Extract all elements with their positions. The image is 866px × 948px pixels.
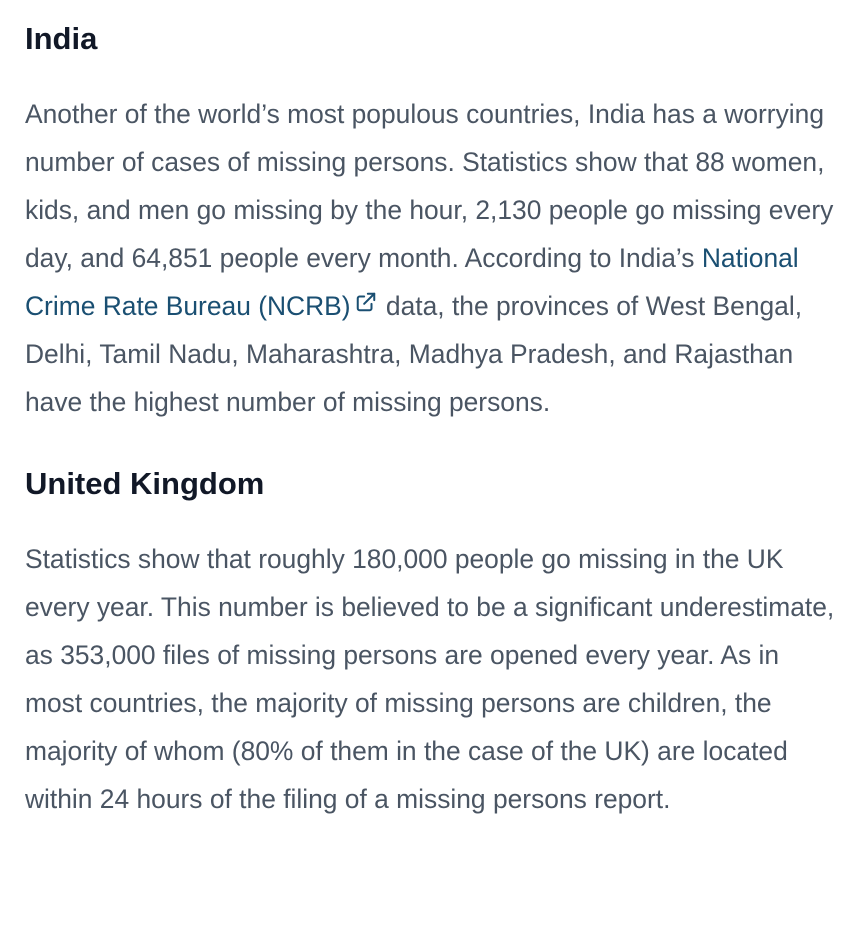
paragraph-india-text-start: Another of the world’s most populous countries, India has a worrying number of cases of missing persons. Statistics show that 88 women, kids, and men go missing by the hour, 2,130 people go missing every day, and 64,851 people every month. According to India’s	[25, 99, 834, 273]
paragraph-uk: Statistics show that roughly 180,000 people go missing in the UK every year. This number is believed to be a significant underestimate, as 353,000 files of missing persons are opened every year. As in most countries, the majority of missing persons are children, the majority of whom (80% of them in the case of the UK) are located within 24 hours of the filing of a missing persons report.	[25, 544, 835, 814]
ncrb-link-label: National Crime Rate Bureau (NCRB)	[25, 243, 799, 321]
external-link-icon	[355, 291, 377, 313]
section-india	[25, 0, 842, 426]
paragraph-india	[25, 90, 842, 426]
section-uk	[25, 426, 842, 823]
paragraph-india-text-end: data, the provinces of West Bengal, Delhi, Tamil Nadu, Maharashtra, Madhya Pradesh, and Rajasthan have the highest number of missing persons.	[25, 291, 803, 417]
section-title-uk: United Kingdom	[25, 466, 265, 501]
section-title-india: India	[25, 21, 98, 56]
